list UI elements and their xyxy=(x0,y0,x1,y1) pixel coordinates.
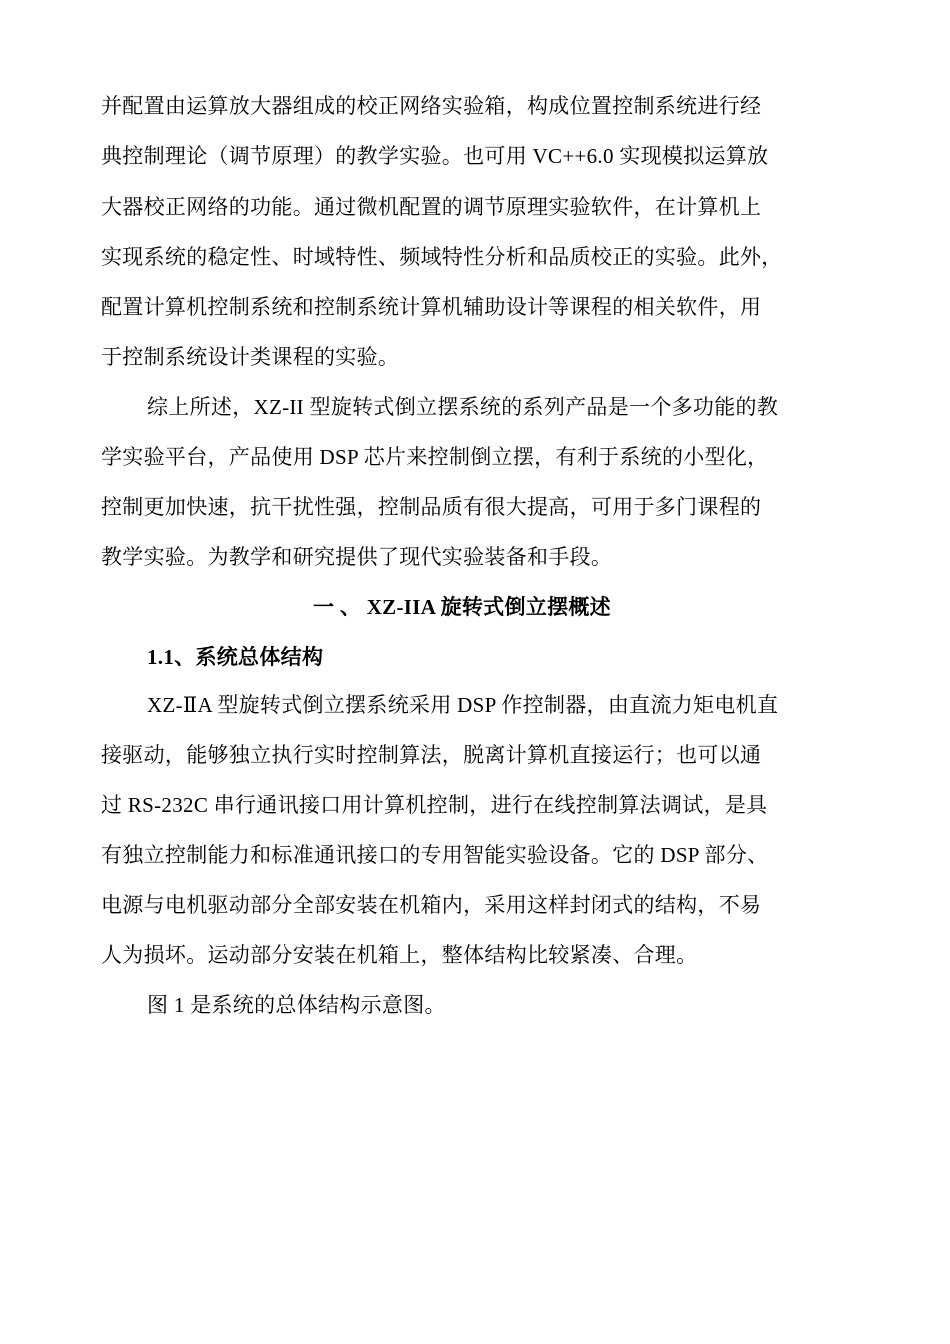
subsection-heading: 1.1、系统总体结构 xyxy=(147,645,324,669)
paragraph-2-line-1: 综上所述，XZ-II 型旋转式倒立摆系统的系列产品是一个多功能的教 xyxy=(147,395,779,419)
paragraph-1-line-1: 并配置由运算放大器组成的校正网络实验箱，构成位置控制系统进行经 xyxy=(101,94,762,118)
paragraph-1-line-3: 大器校正网络的功能。通过微机配置的调节原理实验软件，在计算机上 xyxy=(101,195,762,219)
paragraph-1-line-2: 典控制理论（调节原理）的教学实验。也可用 VC++6.0 实现模拟运算放 xyxy=(101,144,769,168)
paragraph-2-line-2: 学实验平台，产品使用 DSP 芯片来控制倒立摆，有利于系统的小型化， xyxy=(101,445,769,469)
paragraph-3-line-4: 有独立控制能力和标准通讯接口的专用智能实验设备。它的 DSP 部分、 xyxy=(101,843,769,867)
paragraph-1-line-4: 实现系统的稳定性、时域特性、频域特性分析和品质校正的实验。此外， xyxy=(101,245,783,269)
paragraph-1-line-6: 于控制系统设计类课程的实验。 xyxy=(101,345,400,369)
paragraph-2-line-3: 控制更加快速，抗干扰性强，控制品质有很大提高，可用于多门课程的 xyxy=(101,495,762,519)
section-heading: 一 、 XZ-IIA 旋转式倒立摆概述 xyxy=(313,595,611,619)
figure-reference-paragraph: 图 1 是系统的总体结构示意图。 xyxy=(147,993,446,1017)
paragraph-1-line-5: 配置计算机控制系统和控制系统计算机辅助设计等课程的相关软件，用 xyxy=(101,295,762,319)
paragraph-2-line-4: 教学实验。为教学和研究提供了现代实验装备和手段。 xyxy=(101,545,613,569)
paragraph-3-line-2: 接驱动，能够独立执行实时控制算法，脱离计算机直接运行；也可以通 xyxy=(101,743,762,767)
paragraph-3-line-6: 人为损坏。运动部分安装在机箱上，整体结构比较紧凑、合理。 xyxy=(101,943,698,967)
paragraph-3-line-1: XZ-ⅡA 型旋转式倒立摆系统采用 DSP 作控制器，由直流力矩电机直 xyxy=(147,693,779,717)
paragraph-3-line-3: 过 RS-232C 串行通讯接口用计算机控制，进行在线控制算法调试，是具 xyxy=(101,793,768,817)
paragraph-3-line-5: 电源与电机驱动部分全部安装在机箱内，采用这样封闭式的结构，不易 xyxy=(101,893,762,917)
